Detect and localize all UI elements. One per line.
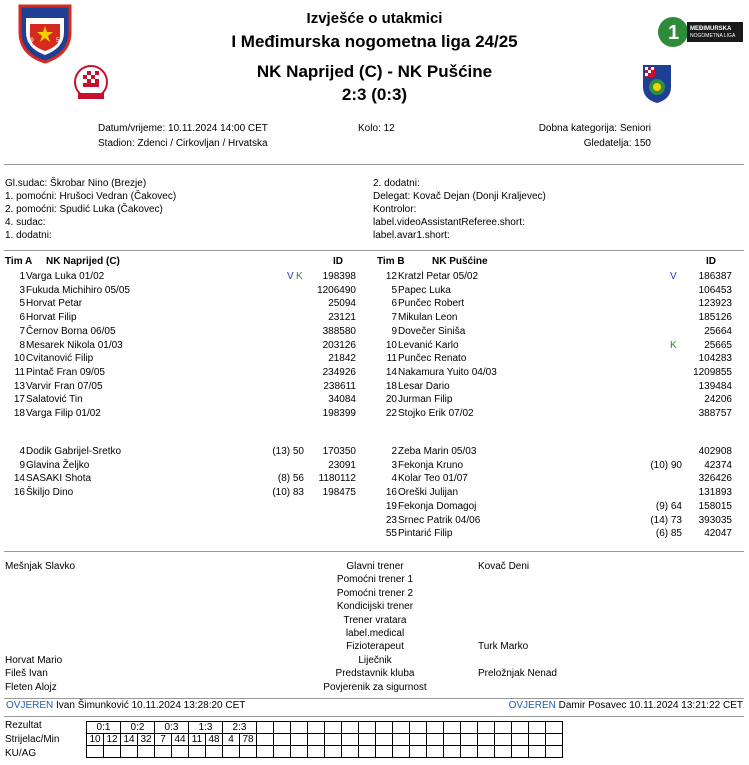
player-name: Stojko Erik 07/02 [398, 408, 474, 419]
player-name: Zeba Marin 05/03 [398, 446, 477, 457]
empty-cell [138, 746, 155, 758]
empty-cell [206, 746, 223, 758]
player-number: 6 [19, 312, 25, 324]
player-name: Černov Borna 06/05 [26, 325, 116, 337]
player-name: Mikulan Leon [398, 312, 458, 324]
empty-cell [359, 746, 376, 758]
staff-role: Povjerenik za sigurnost [323, 681, 427, 693]
player-id: 139484 [698, 380, 732, 392]
empty-cell [342, 722, 359, 734]
verified-label: OVJEREN [508, 700, 556, 711]
player-id: 1209855 [693, 366, 732, 378]
empty-cell [444, 746, 461, 758]
player-name: Dodik Gabrijel-Sretko [26, 446, 122, 457]
player-id: 21842 [328, 353, 356, 365]
player-row [0, 339, 749, 352]
empty-cell [257, 722, 274, 734]
empty-cell [478, 722, 495, 734]
goal-minute: 78 [240, 734, 257, 746]
goal-minute: 32 [138, 734, 155, 746]
empty-cell [359, 734, 376, 746]
empty-cell [410, 746, 427, 758]
player-name: Varga Luka 01/02 [26, 271, 105, 282]
empty-cell [461, 746, 478, 758]
player-name: Horvat Petar [26, 298, 83, 310]
empty-cell [376, 746, 393, 758]
head-referee: Gl.sudac: Škrobar Nino (Brezje) [5, 178, 147, 189]
empty-cell [325, 746, 342, 758]
empty-cell [427, 734, 444, 746]
additional-referee-2: 2. dodatni: [373, 178, 420, 189]
scorer-number: 14 [121, 734, 138, 746]
away-staff-name: Preložnjak Nenad [478, 668, 557, 680]
empty-cell [274, 722, 291, 734]
player-number: 11 [386, 353, 397, 365]
score-cell: 0:1 [87, 722, 121, 734]
player-id: 170350 [322, 446, 356, 457]
scorer-number: 10 [87, 734, 104, 746]
substitution-info: (14) 73 [650, 514, 682, 526]
empty-cell [376, 734, 393, 746]
team-a-label: Tim A [5, 256, 33, 267]
player-row [0, 500, 749, 513]
empty-cell [461, 734, 478, 746]
empty-cell [393, 722, 410, 734]
player-id: 186387 [698, 271, 732, 282]
substitution-info: (13) 50 [272, 446, 304, 457]
player-row [0, 284, 749, 297]
staff-role: Kondicijski trener [336, 601, 414, 613]
player-name: Varga Filip 01/02 [26, 408, 101, 419]
player-row [0, 514, 749, 527]
player-id: 24206 [704, 394, 732, 406]
empty-cell [104, 746, 121, 758]
assistant-referee-2: 2. pomoćni: Spudić Luka (Čakovec) [5, 204, 163, 215]
empty-cell [291, 722, 308, 734]
empty-cell [495, 746, 512, 758]
home-staff-name: Fleten Alojz [5, 681, 57, 693]
federation-logo [16, 2, 74, 64]
team-a-name: NK Naprijed (C) [46, 256, 120, 267]
empty-cell [121, 746, 138, 758]
player-id: 203126 [322, 339, 356, 351]
player-id: 198475 [322, 487, 356, 499]
empty-cell [546, 734, 563, 746]
verified-label: OVJEREN [6, 700, 54, 711]
player-name: Dovečer Siniša [398, 325, 466, 337]
empty-cell [342, 746, 359, 758]
player-row [0, 380, 749, 393]
player-name: Levanić Karlo [398, 339, 459, 351]
empty-cell [529, 746, 546, 758]
empty-cell [325, 734, 342, 746]
svg-text:MEĐIMURSKA: MEĐIMURSKA [690, 26, 732, 32]
home-club-logo [70, 65, 112, 103]
player-row [0, 270, 749, 283]
empty-cell [512, 734, 529, 746]
scorer-label: Strijelac/Min [5, 734, 60, 745]
empty-cell [512, 722, 529, 734]
player-id: 34084 [328, 394, 356, 406]
empty-cell [478, 746, 495, 758]
match-round: Kolo: 12 [358, 123, 395, 134]
player-name: Pintarić Filip [398, 528, 453, 540]
empty-cell [529, 734, 546, 746]
player-name: Fekonja Kruno [398, 459, 464, 471]
player-name: Nakamura Yuito 04/03 [398, 366, 497, 378]
player-number: 2 [391, 446, 397, 457]
empty-cell [427, 746, 444, 758]
score-cell: 0:2 [121, 722, 155, 734]
empty-cell [461, 722, 478, 734]
fourth-official: 4. sudac: [5, 217, 46, 228]
player-id: 123923 [698, 298, 732, 310]
player-id: 402908 [698, 446, 732, 457]
player-row [0, 393, 749, 406]
player-id: 106453 [698, 284, 732, 296]
away-staff-name: Kovač Deni [478, 561, 530, 572]
scorer-number: 4 [223, 734, 240, 746]
player-name: Fekonja Domagoj [398, 500, 477, 512]
player-id: 234926 [322, 366, 356, 378]
empty-cell [308, 734, 325, 746]
empty-cell [495, 734, 512, 746]
player-row [0, 325, 749, 338]
empty-cell [546, 722, 563, 734]
player-row [0, 459, 749, 472]
spectators: Gledatelja: 150 [583, 138, 651, 149]
empty-cell [291, 734, 308, 746]
empty-cell [410, 722, 427, 734]
delegate: Delegat: Kovač Dejan (Donji Kraljevec) [373, 191, 546, 202]
player-id: 388580 [322, 325, 356, 337]
player-name: Pintač Fran 09/05 [26, 366, 105, 378]
player-id: 393035 [698, 514, 732, 526]
player-number: 9 [19, 459, 25, 471]
empty-cell [257, 734, 274, 746]
player-name: Horvat Filip [26, 312, 77, 324]
player-number: 55 [385, 528, 397, 540]
player-number: 7 [391, 312, 397, 324]
player-number: 23 [385, 514, 397, 526]
svg-text:NOGOMETNA LIGA: NOGOMETNA LIGA [690, 33, 736, 39]
player-name: Papec Luka [398, 284, 451, 296]
player-name: Kratzl Petar 05/02 [398, 271, 479, 282]
empty-cell [308, 722, 325, 734]
staff-role: label.medical [345, 628, 405, 639]
player-name: Cvitanović Filip [26, 353, 94, 365]
player-row [0, 297, 749, 310]
player-number: 13 [13, 380, 25, 392]
empty-cell [444, 734, 461, 746]
player-number: 18 [13, 408, 25, 419]
score-cell: 1:3 [189, 722, 223, 734]
staff-role: Fizioterapeut [346, 641, 404, 653]
svg-text:19: 19 [27, 38, 34, 44]
player-number: 9 [391, 325, 397, 337]
assistant-referee-1: 1. pomoćni: Hrušoci Vedran (Čakovec) [5, 191, 177, 202]
player-name: Škiljo Dino [26, 487, 74, 499]
player-name: Salatović Tin [26, 394, 83, 406]
player-number: 1 [19, 271, 25, 282]
player-id: 1180112 [318, 473, 356, 485]
empty-cell [274, 746, 291, 758]
player-id: 104283 [698, 353, 732, 365]
empty-cell [410, 734, 427, 746]
empty-cell [393, 734, 410, 746]
player-number: 8 [19, 339, 25, 351]
player-number: 16 [13, 487, 25, 499]
player-row [0, 352, 749, 365]
goal-minute: 44 [172, 734, 189, 746]
cards-label: KU/AG [5, 748, 37, 759]
player-number: 5 [19, 298, 25, 310]
empty-cell [291, 746, 308, 758]
staff-role: Pomoćni trener 1 [336, 574, 414, 586]
captain-mark: K [296, 271, 303, 282]
var-referee: label.videoAssistantReferee.short: [373, 217, 525, 228]
player-number: 3 [391, 459, 397, 471]
empty-cell [155, 746, 172, 758]
verification-left [6, 700, 245, 711]
player-number: 12 [385, 271, 397, 282]
empty-cell [87, 746, 104, 758]
player-id: 23091 [328, 459, 356, 471]
player-number: 7 [19, 325, 25, 337]
empty-cell [529, 722, 546, 734]
staff-role: Pomoćni trener 2 [336, 587, 414, 599]
substitution-info: (10) 83 [272, 487, 304, 499]
empty-cell [512, 746, 529, 758]
substitution-info: (9) 64 [655, 500, 682, 512]
staff-role: Glavni trener [346, 561, 404, 572]
player-id: 25094 [328, 298, 356, 310]
player-name: Punčec Robert [398, 298, 465, 310]
substitution-info: (8) 56 [277, 473, 304, 485]
empty-cell [274, 734, 291, 746]
empty-cell [172, 746, 189, 758]
match-datetime: Datum/vrijeme: 10.11.2024 14:00 CET [98, 123, 268, 134]
player-id: 42374 [704, 459, 732, 471]
player-number: 16 [385, 487, 397, 499]
goal-minute: 12 [104, 734, 121, 746]
empty-cell [359, 722, 376, 734]
player-id: 158015 [698, 500, 732, 512]
player-id: 1206490 [317, 284, 356, 296]
player-number: 22 [385, 408, 397, 419]
team-a-id-header: ID [333, 256, 343, 267]
player-name: Jurman Filip [398, 394, 453, 406]
captain-mark: K [670, 339, 677, 351]
goal-minute: 48 [206, 734, 223, 746]
scorer-number: 7 [155, 734, 172, 746]
stadium: Stadion: Zdenci / Cirkovljan / Hrvatska [98, 138, 268, 149]
player-number: 4 [391, 473, 397, 485]
away-club-logo [641, 63, 673, 105]
player-name: Punčec Renato [398, 353, 467, 365]
match-score: 2:3 (0:3) [341, 85, 408, 104]
away-staff-name: Turk Marko [478, 641, 529, 653]
empty-cell [189, 746, 206, 758]
player-id: 25664 [704, 325, 732, 337]
substitution-info: (6) 85 [655, 528, 682, 540]
player-name: SASAKI Shota [26, 473, 92, 485]
player-id: 42047 [704, 528, 732, 540]
empty-cell [478, 734, 495, 746]
document-title: Izvješće o utakmici [306, 10, 443, 27]
player-id: 238611 [323, 380, 356, 392]
staff-role: Predstavnik kluba [335, 668, 415, 680]
player-id: 326426 [698, 473, 732, 485]
match-title: NK Naprijed (C) - NK Pušćine [256, 62, 493, 81]
league-title: I Međimurska nogometna liga 24/25 [231, 32, 518, 51]
player-row [0, 486, 749, 499]
substitution-info: (10) 90 [650, 459, 682, 471]
captain-mark: V [287, 271, 294, 282]
player-name: Varvir Fran 07/05 [26, 380, 103, 392]
scorer-number: 11 [189, 734, 206, 746]
player-id: 198399 [322, 408, 356, 419]
home-staff-name: Mešnjak Slavko [5, 561, 76, 572]
player-number: 11 [14, 366, 25, 378]
player-id: 198398 [322, 271, 356, 282]
player-number: 19 [385, 500, 397, 512]
player-row [0, 407, 749, 420]
svg-text:59: 59 [56, 38, 63, 44]
player-row [0, 527, 749, 540]
player-name: Glavina Željko [26, 459, 90, 471]
additional-referee-1: 1. dodatni: [5, 230, 52, 241]
player-name: Lesar Dario [398, 380, 450, 392]
empty-cell [308, 746, 325, 758]
empty-cell [325, 722, 342, 734]
svg-text:1: 1 [668, 22, 680, 44]
player-number: 6 [391, 298, 397, 310]
empty-cell [495, 722, 512, 734]
staff-role: Trener vratara [343, 614, 407, 626]
player-row [0, 472, 749, 485]
team-b-id-header: ID [706, 256, 716, 267]
player-number: 5 [391, 284, 397, 296]
age-category: Dobna kategorija: Seniori [538, 123, 651, 134]
verified-by-text: Damir Posavec 10.11.2024 13:21:22 CET [558, 700, 743, 711]
goals-table [86, 721, 563, 758]
player-row [0, 311, 749, 324]
home-staff-name: Horvat Mario [5, 654, 63, 666]
empty-cell [393, 746, 410, 758]
player-name: Mesarek Nikola 01/03 [26, 339, 123, 351]
empty-cell [427, 722, 444, 734]
player-number: 3 [19, 284, 25, 296]
score-cell: 2:3 [223, 722, 257, 734]
team-b-name: NK Pušćine [432, 256, 488, 267]
player-name: Kolar Teo 01/07 [398, 473, 468, 485]
staff-role: Liječnik [358, 654, 392, 666]
player-number: 18 [385, 380, 397, 392]
empty-cell [223, 746, 240, 758]
player-number: 17 [13, 394, 25, 406]
score-cell: 0:3 [155, 722, 189, 734]
player-id: 185126 [698, 312, 732, 324]
player-id: 388757 [698, 408, 732, 419]
empty-cell [257, 746, 274, 758]
player-name: Srnec Patrik 04/06 [398, 514, 481, 526]
player-row [0, 445, 749, 458]
player-number: 14 [385, 366, 397, 378]
empty-cell [546, 746, 563, 758]
player-id: 25665 [704, 339, 732, 351]
avar-referee: label.avar1.short: [373, 230, 450, 241]
result-label: Rezultat [5, 720, 42, 731]
empty-cell [342, 734, 359, 746]
player-number: 14 [13, 473, 25, 485]
player-number: 4 [19, 446, 25, 457]
player-name: Fukuda Michihiro 05/05 [26, 284, 130, 296]
team-b-label: Tim B [377, 256, 405, 267]
empty-cell [376, 722, 393, 734]
player-number: 20 [385, 394, 397, 406]
empty-cell [444, 722, 461, 734]
player-id: 131893 [698, 487, 732, 499]
empty-cell [240, 746, 257, 758]
captain-mark: V [670, 271, 677, 282]
league-logo [657, 16, 745, 48]
home-staff-name: Fileš Ivan [5, 668, 48, 680]
verified-by-text: Ivan Šimunković 10.11.2024 13:28:20 CET [56, 700, 246, 711]
player-number: 10 [13, 353, 25, 365]
verification-right [509, 700, 743, 711]
player-name: Oreški Julijan [398, 487, 459, 499]
player-row [0, 366, 749, 379]
player-id: 23121 [328, 312, 356, 324]
player-number: 10 [385, 339, 397, 351]
controller: Kontrolor: [373, 204, 417, 215]
